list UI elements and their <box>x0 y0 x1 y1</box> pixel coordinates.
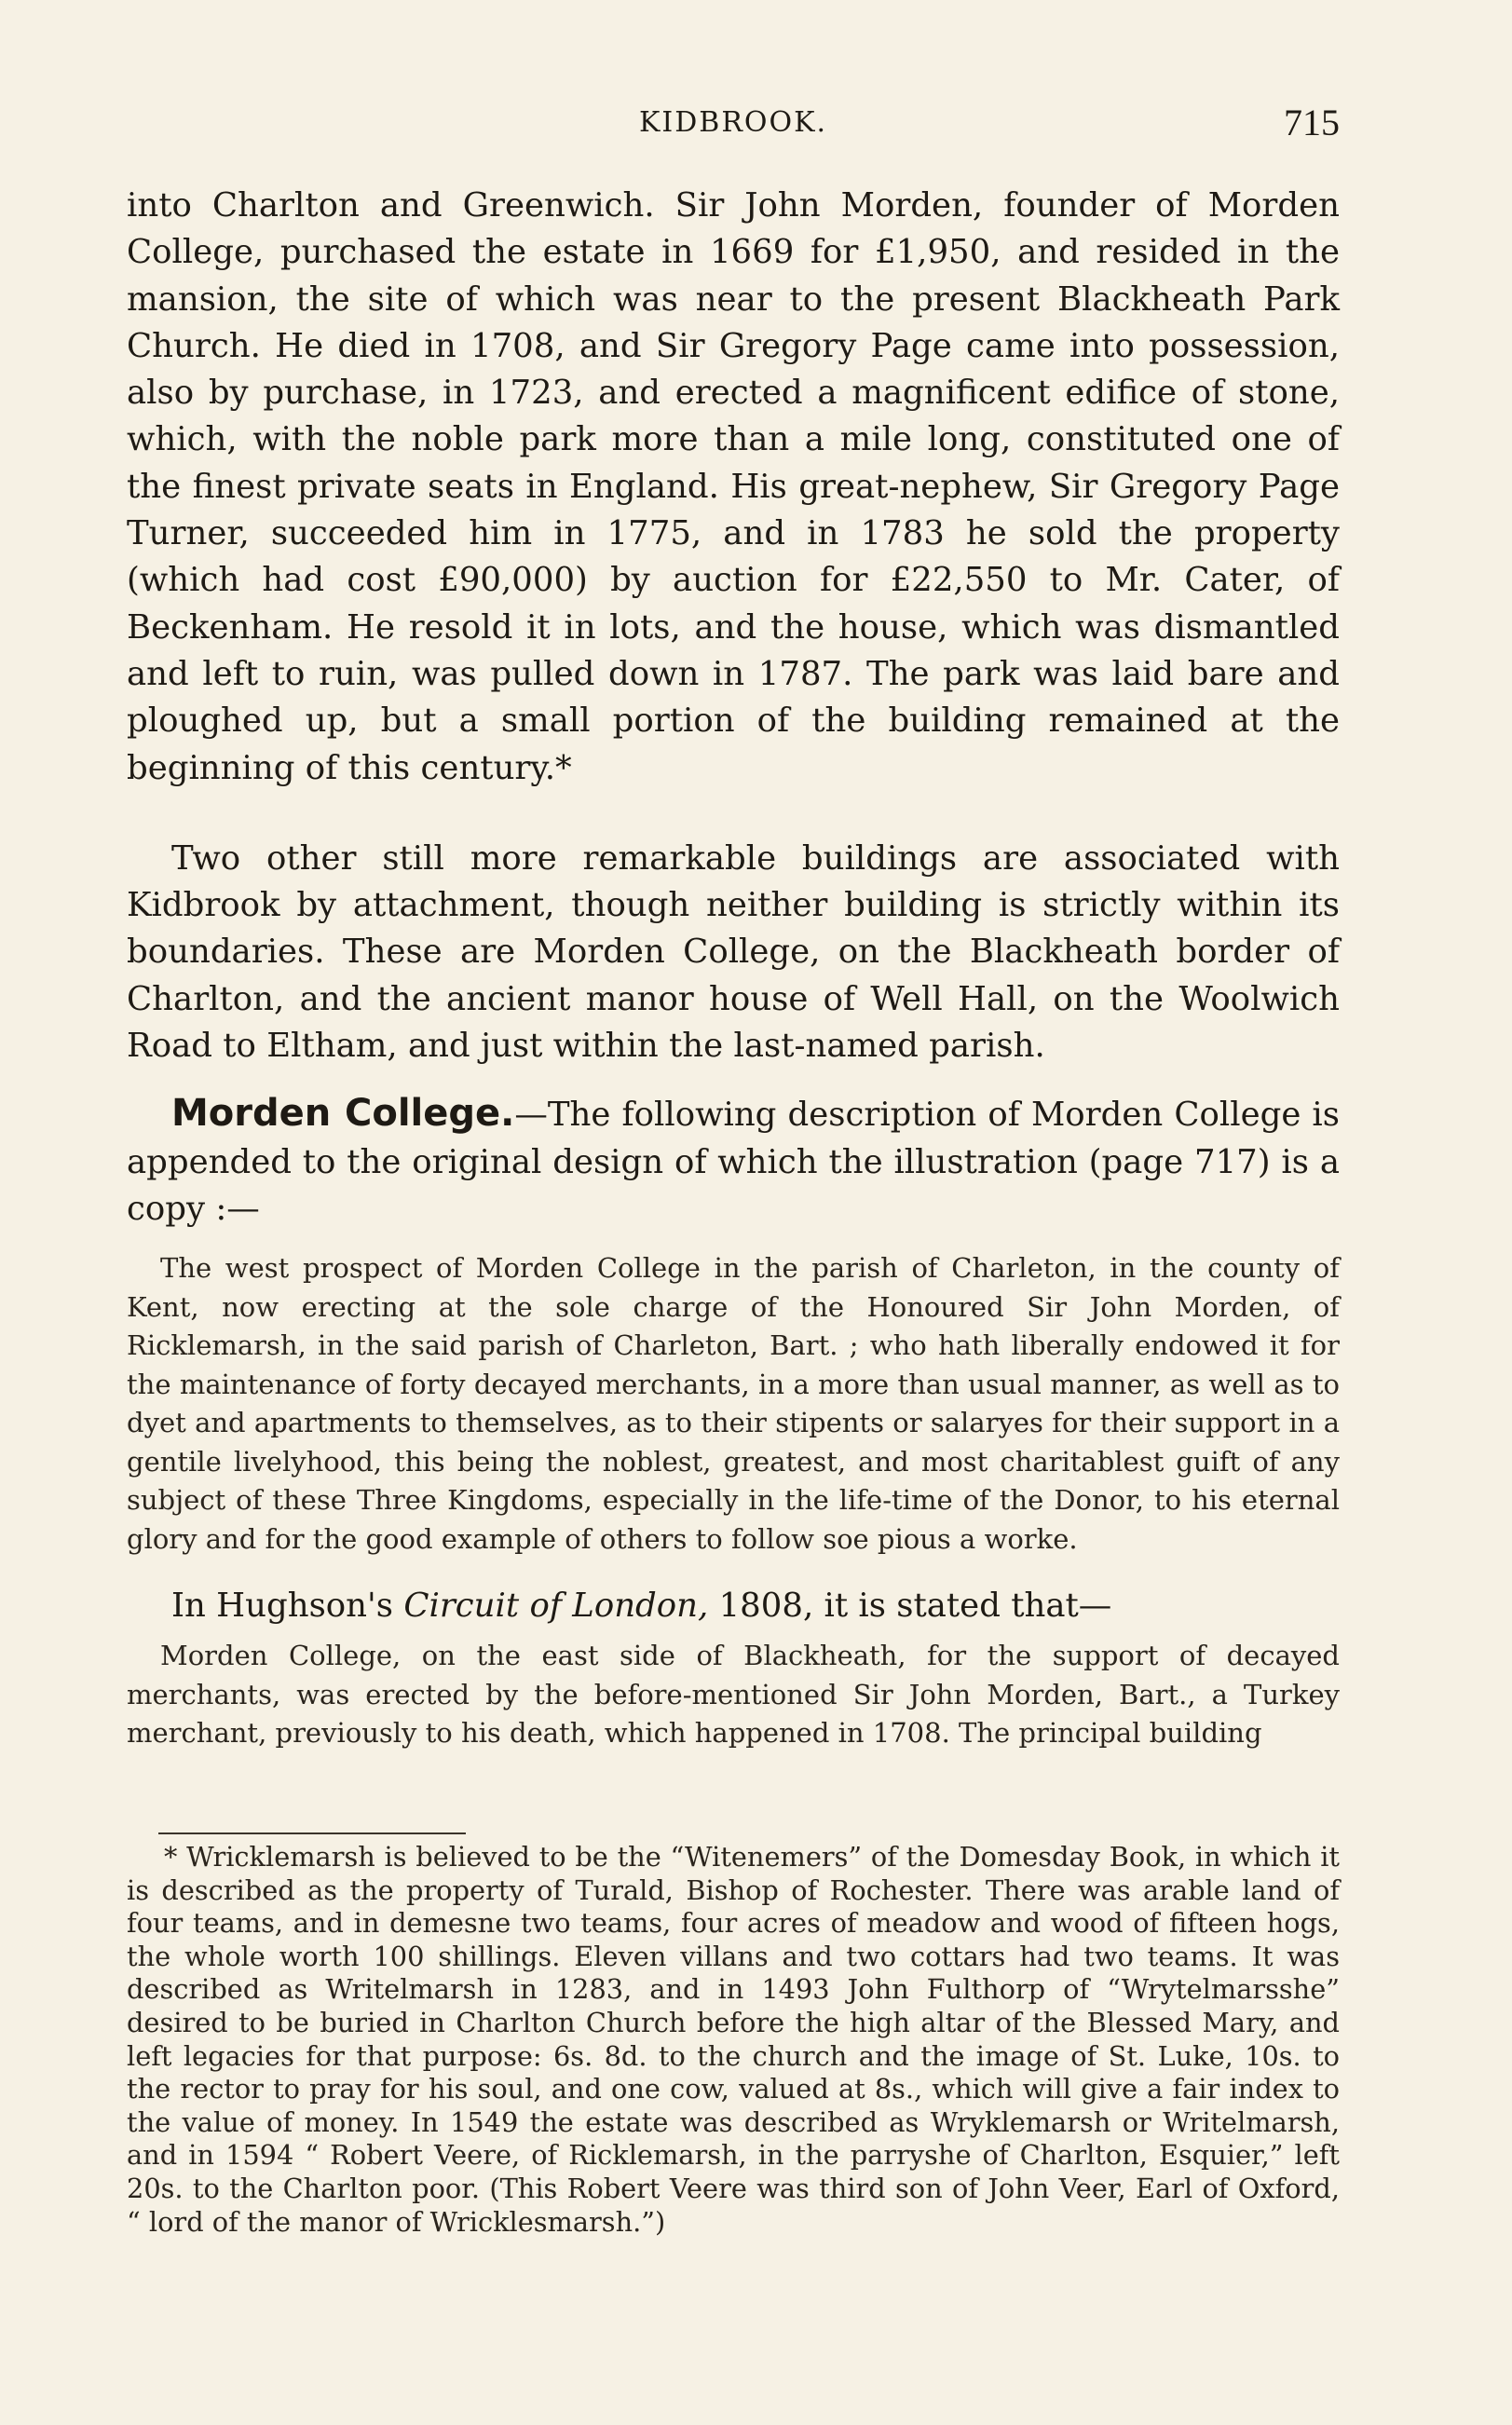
paragraph-hughson-lead <box>127 1583 1340 1629</box>
section-intro-text: —The following description of Morden College is appended to the original design of which the illustration (page 717) is a copy :— <box>127 1096 1340 1228</box>
main-text <box>127 183 1340 1753</box>
footnote-text: * Wricklemarsh is believed to be the “Witenemers” of the Domesday Book, in which it is described as the property of Turald, Bishop of Rochester. There was arable land of four teams, and in demesne two teams, four acres of meadow and wood of fifteen hogs, the whole worth 100 shillings. Eleven villans and two cottars had two teams. It was described as Writelmarsh in 1283, and in 1493 John Fulthorp of “Wrytelmarsshe” desired to be buried in Charlton Church before the high altar of the Blessed Mary, and left legacies for that purpose: 6s. 8d. to the church and the image of St. Luke, 10s. to the rector to pray for his soul, and one cow, valued at 8s., which will give a fair index to the value of money. In 1549 the estate was described as Wryklemarsh or Writelmarsh, and in 1594 “ Robert Veere, of Ricklemarsh, in the parryshe of Charlton, Esquier,” left 20s. to the Charlton poor. (This Robert Veere was third son of John Veer, Earl of Oxford, “ lord of the manor of Wricklesmarsh.”) <box>127 1841 1340 2238</box>
paragraph-estate-history: into Charlton and Greenwich. Sir John Morden, founder of Morden College, purchased the estate in 1669 for £1,950, and resided in the mansion, the site of which was near to the present Blackheath Park Church. He died in 1708, and Sir Gregory Page came into possession, also by purchase, in 1723, and erected a magnificent edifice of stone, which, with the noble park more than a mile long, constituted one of the finest private seats in England. His great-nephew, Sir Gregory Page Turner, succeeded him in 1775, and in 1783 he sold the property (which had cost £90,000) by auction for £22,550 to Mr. Cater, of Beckenham. He resold it in lots, and the house, which was dismantled and left to ruin, was pulled down in 1787. The park was laid bare and ploughed up, but a small portion of the building remained at the beginning of this century.* <box>127 186 1340 787</box>
block-quote-hughson: Morden College, on the east side of Blackheath, for the support of decayed merchants, was erected by the before-mentioned Sir John Morden, Bart., a Turkey merchant, previously to his death, which happened in 1708. The principal building <box>127 1640 1340 1750</box>
paragraph-remarkable-buildings: Two other still more remarkable buildings are associated with Kidbrook by attachment, though neither building is strictly within its boundaries. These are Morden College, on the Blackheath border of Charlton, and the ancient manor house of Well Hall, on the Woolwich Road to Eltham, and just within the last-named parish. <box>127 838 1340 1066</box>
footnote <box>127 1841 1340 2239</box>
book-title-circuit-of-london: Circuit of London, <box>403 1587 709 1626</box>
lead-text-after: 1808, it is stated that— <box>708 1587 1112 1626</box>
lead-text-before: In Hughson's <box>171 1587 404 1626</box>
block-quote-west-prospect: The west prospect of Morden College in the parish of Charleton, in the county of Kent, now erecting at the sole charge of the Honoured Sir John Morden, of Ricklemarsh, in the said parish of Charleton, Bart. ; who hath liberally endowed it for the maintenance of forty decayed merchants, in a more than usual manner, as well as to dyet and apartments to themselves, as to their stipents or salaryes for their support in a gentile livelyhood, this being the noblest, greatest, and most charitablest guift of any subject of these Three Kingdoms, especially in the life-time of the Donor, to his eternal glory and for the good example of others to follow soe pious a worke. <box>127 1252 1340 1555</box>
paragraph-morden-college <box>127 1090 1340 1233</box>
page-number: 715 <box>1284 102 1340 143</box>
section-title: Morden College. <box>171 1092 515 1136</box>
footnote-divider <box>158 1832 466 1834</box>
running-head <box>127 101 1340 157</box>
running-title: KIDBROOK. <box>638 106 828 139</box>
